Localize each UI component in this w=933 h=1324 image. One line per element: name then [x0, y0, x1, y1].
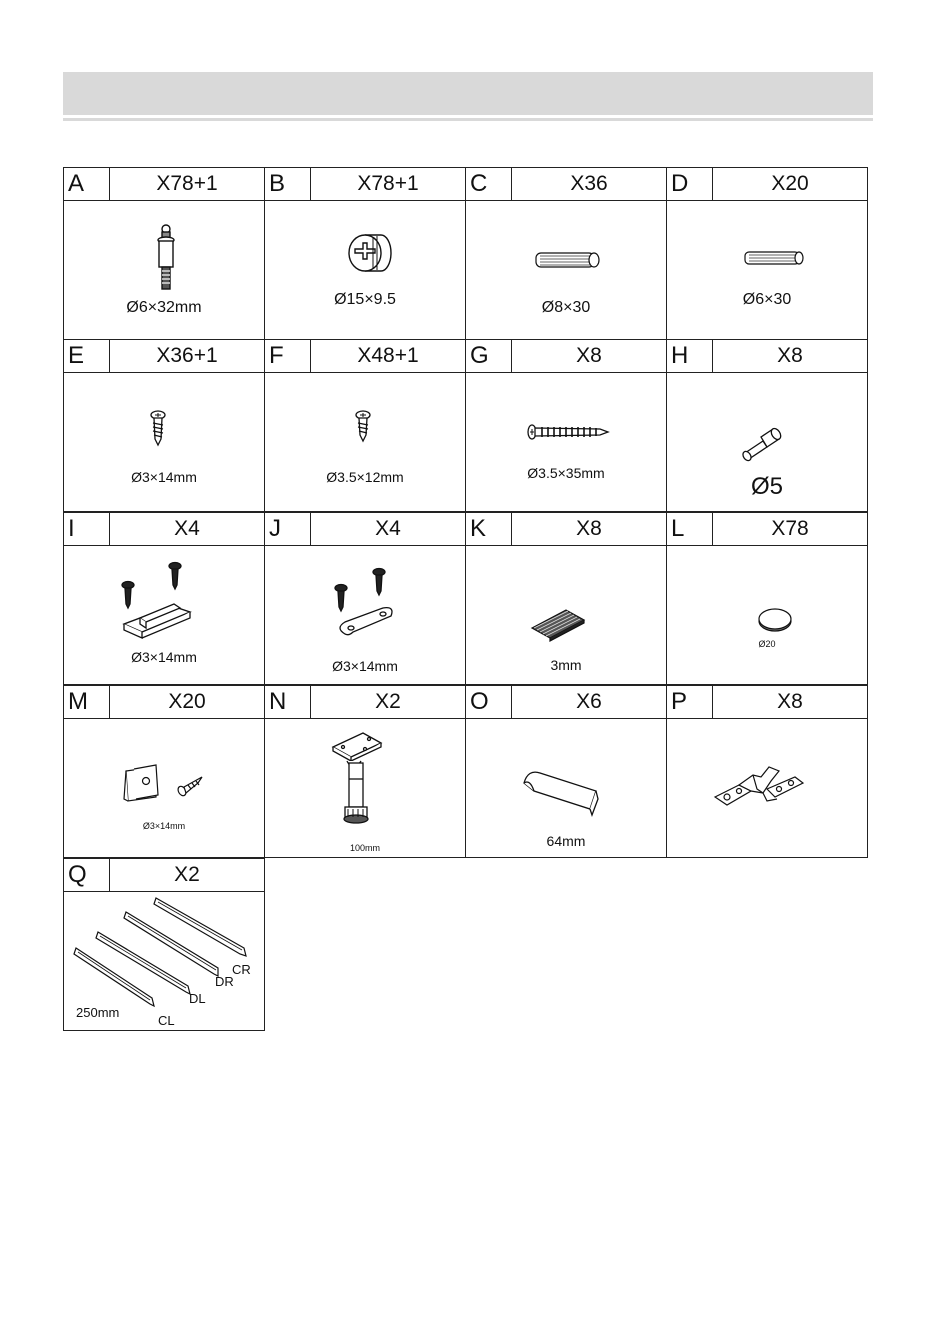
part-cell-g: [465, 339, 667, 512]
parts-row: [63, 167, 871, 340]
screw-icon: [265, 373, 465, 513]
part-quantity: X78+1: [156, 172, 218, 195]
part-cell-q: [63, 858, 265, 1031]
part-cell-o: [465, 685, 667, 858]
runner-label-dr: DR: [215, 974, 234, 989]
wooden-dowel-icon: [466, 201, 666, 341]
part-cell-m: [63, 685, 265, 858]
part-letter: Q: [64, 859, 110, 891]
part-quantity: X20: [771, 172, 809, 195]
part-letter: D: [667, 168, 713, 200]
wooden-dowel-icon: [667, 201, 867, 341]
part-size: 64mm: [546, 833, 586, 849]
part-letter: B: [265, 168, 311, 200]
part-letter: M: [64, 686, 110, 718]
part-cell-k: [465, 512, 667, 685]
part-quantity: X36: [570, 172, 608, 195]
part-cell-i: [63, 512, 265, 685]
part-letter: P: [667, 686, 713, 718]
parts-row: [63, 686, 871, 859]
adjustable-leg-icon: [265, 719, 465, 859]
part-quantity: X78: [771, 517, 809, 540]
cover-cap-icon: [667, 546, 867, 686]
runner-label-cr: CR: [232, 962, 251, 977]
long-screw-icon: [466, 373, 666, 513]
part-size: Ø6×30: [742, 291, 792, 308]
part-letter: C: [466, 168, 512, 200]
magnetic-catch-icon: [64, 546, 264, 686]
part-size: 250mm: [76, 1005, 120, 1020]
part-cell-e: [63, 339, 265, 512]
part-quantity: X48+1: [357, 344, 419, 367]
parts-row: [63, 513, 871, 686]
part-cell-c: [465, 167, 667, 340]
part-quantity: X20: [168, 690, 206, 713]
part-letter: F: [265, 340, 311, 372]
part-size: Ø3.5×12mm: [326, 469, 404, 485]
part-quantity: X78+1: [357, 172, 419, 195]
header-bar: [63, 72, 873, 115]
part-quantity: X36+1: [156, 344, 218, 367]
part-quantity: X6: [576, 690, 602, 713]
part-size: 3mm: [550, 657, 582, 673]
part-quantity: X4: [174, 517, 200, 540]
part-cell-a: [63, 167, 265, 340]
runner-label-cl: CL: [158, 1013, 175, 1028]
header-rule: [63, 118, 873, 121]
part-cell-l: [666, 512, 868, 685]
part-cell-b: [264, 167, 466, 340]
part-letter: K: [466, 513, 512, 545]
cam-lock-icon: [265, 201, 465, 341]
part-quantity: X2: [174, 863, 200, 886]
part-size: Ø3×14mm: [332, 658, 398, 674]
part-quantity: X2: [375, 690, 401, 713]
part-cell-d: [666, 167, 868, 340]
part-letter: E: [64, 340, 110, 372]
part-size: 100mm: [349, 843, 380, 853]
part-letter: N: [265, 686, 311, 718]
part-size: Ø20: [758, 639, 776, 649]
part-size: Ø3.5×35mm: [527, 465, 605, 481]
part-size: Ø5: [750, 473, 783, 500]
parts-row: [63, 340, 871, 513]
part-quantity: X4: [375, 517, 401, 540]
part-size: Ø15×9.5: [334, 291, 396, 308]
part-size: Ø3×14mm: [131, 649, 197, 665]
part-quantity: X8: [777, 690, 803, 713]
part-letter: H: [667, 340, 713, 372]
part-cell-j: [264, 512, 466, 685]
screw-icon: [64, 373, 264, 513]
part-letter: A: [64, 168, 110, 200]
parts-row: [63, 859, 871, 1032]
part-size: Ø3×14mm: [131, 469, 197, 485]
hardware-parts-grid: [63, 167, 871, 1032]
part-cell-h: [666, 339, 868, 512]
part-size: Ø8×30: [541, 299, 591, 316]
part-size: Ø6×32mm: [126, 299, 202, 316]
bracket-screw-icon: [64, 719, 264, 859]
runner-label-dl: DL: [189, 991, 206, 1006]
part-quantity: X8: [777, 344, 803, 367]
part-letter: L: [667, 513, 713, 545]
part-cell-p: [666, 685, 868, 858]
part-letter: O: [466, 686, 512, 718]
part-cell-f: [264, 339, 466, 512]
part-cell-n: [264, 685, 466, 858]
hinge-icon: [667, 719, 867, 859]
part-letter: J: [265, 513, 311, 545]
part-size: Ø3×14mm: [142, 821, 186, 831]
part-letter: G: [466, 340, 512, 372]
part-letter: I: [64, 513, 110, 545]
cam-bolt-icon: [64, 201, 264, 341]
part-quantity: X8: [576, 517, 602, 540]
part-quantity: X8: [576, 344, 602, 367]
